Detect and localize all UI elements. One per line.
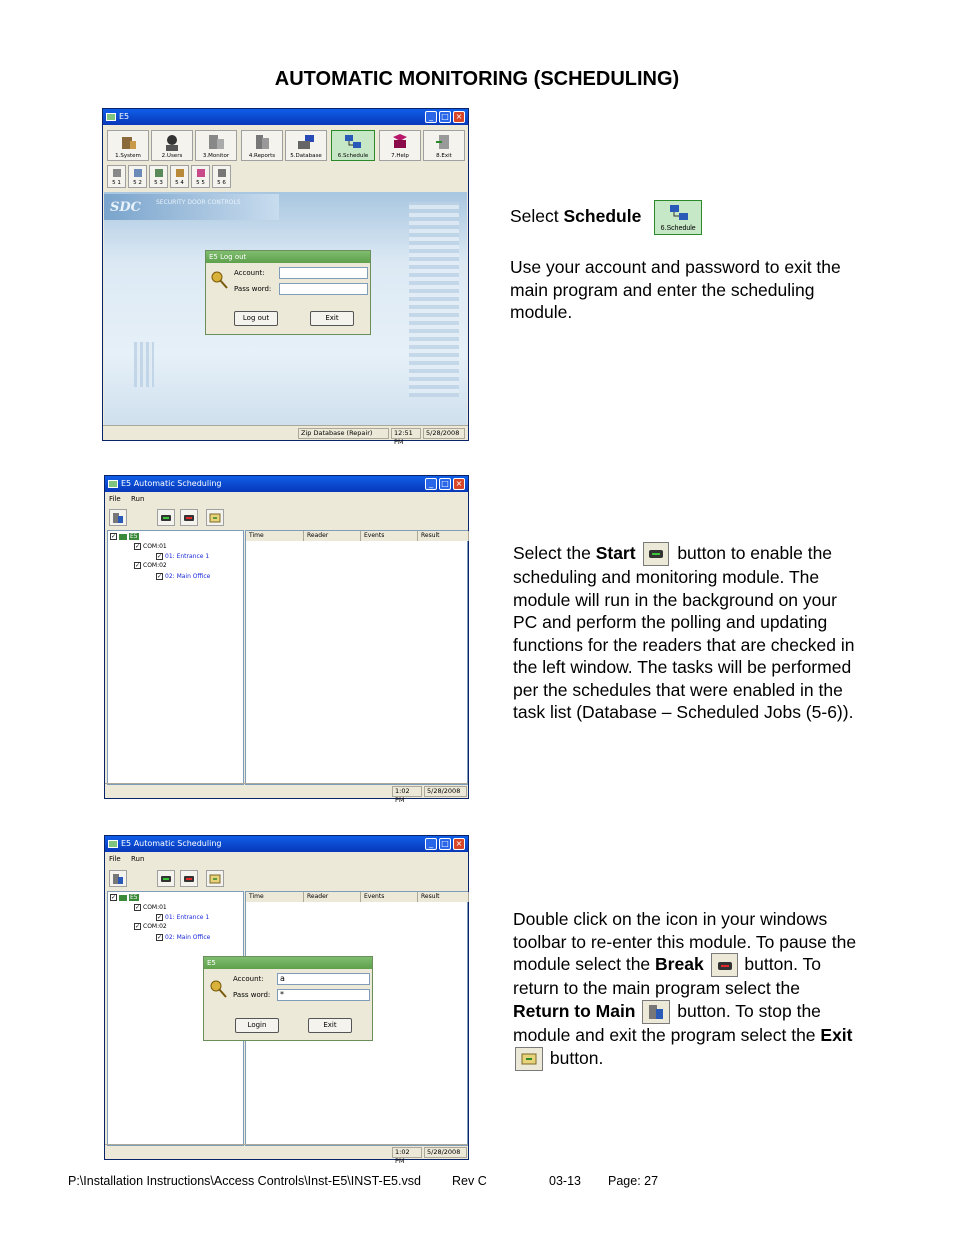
break-button[interactable] bbox=[180, 509, 198, 526]
password-input[interactable] bbox=[279, 283, 368, 295]
banner-logo: SDC bbox=[110, 200, 142, 215]
subtoolbar-53-button[interactable]: 5 3 bbox=[149, 165, 168, 188]
return-to-main-word: Return to Main bbox=[513, 1000, 636, 1021]
menu-run[interactable]: Run bbox=[130, 495, 145, 503]
window-title: E5 Automatic Scheduling bbox=[121, 479, 222, 488]
start-button[interactable] bbox=[157, 509, 175, 526]
footer-rev: Rev C bbox=[452, 1174, 487, 1188]
close-button[interactable]: × bbox=[453, 838, 465, 850]
return-to-main-icon bbox=[112, 512, 124, 524]
schedule-inline-icon bbox=[654, 200, 702, 235]
menu-file[interactable]: File bbox=[109, 855, 121, 863]
close-button[interactable]: × bbox=[453, 111, 465, 123]
col-events: Events bbox=[361, 892, 418, 902]
toolbar-exit-button[interactable]: 8.Exit bbox=[423, 130, 465, 161]
dialog-exit-button[interactable]: Exit bbox=[308, 1018, 352, 1033]
col-reader: Reader bbox=[304, 892, 361, 902]
scheduling-window-screenshot bbox=[104, 475, 469, 804]
sub-51-icon bbox=[112, 168, 122, 178]
login-dialog bbox=[203, 956, 373, 1041]
building-graphic bbox=[409, 202, 459, 397]
account-label: Account: bbox=[234, 269, 265, 277]
sub-53-icon bbox=[154, 168, 164, 178]
schedule-icon bbox=[668, 204, 690, 222]
start-button[interactable] bbox=[157, 870, 175, 887]
break-icon bbox=[183, 873, 195, 885]
section3-body: Double click on the icon in your windows toolbar to re-enter this module. To pause the module select the Break button. To return to the main program select the Return to Main button. To stop the module and exit the program select the Exit button. bbox=[513, 908, 861, 1071]
tree-root[interactable]: ✓ E5 bbox=[111, 894, 138, 901]
e5-main-window-screenshot bbox=[102, 108, 469, 446]
account-input[interactable]: a bbox=[277, 973, 370, 985]
tree-com2[interactable]: ✓ COM:02 bbox=[135, 562, 167, 569]
tree-com1[interactable]: ✓ COM:01 bbox=[135, 904, 167, 911]
break-icon bbox=[717, 960, 733, 972]
reports-icon bbox=[252, 133, 272, 151]
sub-56-icon bbox=[217, 168, 227, 178]
break-icon bbox=[183, 512, 195, 524]
sub-55-icon bbox=[196, 168, 206, 178]
exit-inline-icon bbox=[515, 1047, 543, 1071]
minimize-button[interactable]: _ bbox=[425, 838, 437, 850]
subtoolbar-54-button[interactable]: 5 4 bbox=[170, 165, 189, 188]
password-label: Pass word: bbox=[233, 991, 271, 999]
return-to-main-icon bbox=[648, 1004, 664, 1020]
close-button[interactable]: × bbox=[453, 478, 465, 490]
event-list-pane bbox=[245, 530, 468, 785]
status-time: 1:02 PM bbox=[392, 1147, 422, 1158]
sub-52-icon bbox=[133, 168, 143, 178]
monitor-icon bbox=[206, 133, 226, 151]
sub-54-icon bbox=[175, 168, 185, 178]
col-result: Result bbox=[418, 531, 469, 541]
toolbar-users-button[interactable]: 2.Users bbox=[151, 130, 193, 161]
users-icon bbox=[162, 133, 182, 151]
start-icon bbox=[160, 512, 172, 524]
section1-select-line: Select Schedule 6.Schedule bbox=[510, 200, 702, 235]
return-to-main-icon bbox=[112, 873, 124, 885]
window-titlebar bbox=[105, 476, 468, 492]
toolbar-system-button[interactable]: 1.System bbox=[107, 130, 149, 161]
footer-date: 03-13 bbox=[549, 1174, 581, 1188]
subtoolbar-51-button[interactable]: 5 1 bbox=[107, 165, 126, 188]
toolbar-schedule-button[interactable]: 6.Schedule bbox=[331, 130, 375, 161]
status-date: 5/28/2008 bbox=[424, 1147, 467, 1158]
subtoolbar-52-button[interactable]: 5 2 bbox=[128, 165, 147, 188]
window-titlebar bbox=[105, 836, 468, 852]
login-dialog-title: E5 bbox=[204, 957, 372, 969]
exit-icon bbox=[521, 1052, 537, 1066]
exit-button[interactable] bbox=[206, 509, 224, 526]
password-input[interactable]: * bbox=[277, 989, 370, 1001]
keys-icon bbox=[209, 979, 229, 1001]
status-date: 5/28/2008 bbox=[424, 786, 467, 797]
login-button[interactable]: Login bbox=[235, 1018, 279, 1033]
keys-icon bbox=[210, 270, 230, 292]
return-to-main-inline-icon bbox=[642, 1000, 670, 1024]
account-label: Account: bbox=[233, 975, 264, 983]
exit-icon bbox=[209, 873, 221, 885]
tree-reader-entrance[interactable]: ✓ 01: Entrance 1 bbox=[157, 553, 210, 560]
exit-word: Exit bbox=[820, 1025, 853, 1046]
schedule-icon bbox=[343, 133, 363, 151]
toolbar-database-button[interactable]: 5.Database bbox=[285, 130, 327, 161]
schedule-inline-label: 6.Schedule bbox=[660, 225, 696, 232]
exit-icon bbox=[209, 512, 221, 524]
help-icon bbox=[390, 133, 410, 151]
dialog-exit-button[interactable]: Exit bbox=[310, 311, 354, 326]
maximize-button[interactable]: □ bbox=[439, 838, 451, 850]
break-button[interactable] bbox=[180, 870, 198, 887]
return-to-main-button[interactable] bbox=[109, 870, 127, 887]
app-icon bbox=[108, 480, 118, 488]
app-icon bbox=[106, 113, 116, 121]
exit-icon bbox=[434, 133, 454, 151]
start-icon bbox=[160, 873, 172, 885]
building-graphic-left bbox=[134, 342, 154, 387]
system-icon bbox=[118, 133, 138, 151]
status-database: Zip Database (Repair) bbox=[298, 428, 389, 439]
subtoolbar-55-button[interactable]: 5 5 bbox=[191, 165, 210, 188]
logout-button[interactable]: Log out bbox=[234, 311, 278, 326]
minimize-button[interactable]: _ bbox=[425, 478, 437, 490]
menu-bar bbox=[105, 493, 468, 505]
section2-body: Select the Start button to enable the scheduling and monitoring module. The module will run in the background on your PC and perform the polling and updating functions for the readers that are checked in the left window. The tasks will be performed per the schedules that were enabled in the task list (Database – Scheduled Jobs (5-6)). bbox=[513, 543, 855, 723]
section1-body: Use your account and password to exit the main program and enter the scheduling module. bbox=[510, 257, 841, 322]
status-bar bbox=[103, 425, 468, 446]
menu-file[interactable]: File bbox=[109, 495, 121, 503]
start-icon bbox=[648, 548, 664, 560]
status-bar bbox=[105, 1144, 468, 1165]
break-word: Break bbox=[655, 954, 704, 974]
return-to-main-button[interactable] bbox=[109, 509, 127, 526]
toolbar-monitor-button[interactable]: 3.Monitor bbox=[195, 130, 237, 161]
tree-reader-main-office[interactable]: ✓ 02: Main Office bbox=[157, 573, 211, 580]
subtoolbar-56-button[interactable]: 5 6 bbox=[212, 165, 231, 188]
database-icon bbox=[296, 133, 316, 151]
maximize-button[interactable]: □ bbox=[439, 478, 451, 490]
account-input[interactable] bbox=[279, 267, 368, 279]
col-time: Time bbox=[246, 892, 304, 902]
window-titlebar bbox=[103, 109, 468, 125]
reader-tree-pane bbox=[107, 530, 244, 785]
col-reader: Reader bbox=[304, 531, 361, 541]
col-events: Events bbox=[361, 531, 418, 541]
footer-path: P:\Installation Instructions\Access Controls\Inst-E5\INST-E5.vsd bbox=[68, 1174, 421, 1188]
col-time: Time bbox=[246, 531, 304, 541]
window-title: E5 Automatic Scheduling bbox=[121, 839, 222, 848]
toolbar-reports-button[interactable]: 4.Reports bbox=[241, 130, 283, 161]
status-time: 12:51 PM bbox=[391, 428, 421, 439]
menu-bar bbox=[105, 853, 468, 865]
schedule-word: Schedule bbox=[563, 206, 642, 227]
start-inline-icon bbox=[643, 542, 669, 566]
minimize-button[interactable]: _ bbox=[425, 111, 437, 123]
tree-reader-main-office[interactable]: ✓ 02: Main Office bbox=[157, 934, 211, 941]
exit-button[interactable] bbox=[206, 870, 224, 887]
toolbar-help-button[interactable]: 7.Help bbox=[379, 130, 421, 161]
col-result: Result bbox=[418, 892, 469, 902]
tree-root[interactable]: ✓ E5 bbox=[111, 533, 138, 540]
status-bar bbox=[105, 783, 468, 804]
start-word: Start bbox=[595, 543, 636, 563]
tree-com1[interactable]: ✓ COM:01 bbox=[135, 543, 167, 550]
page-title: AUTOMATIC MONITORING (SCHEDULING) bbox=[274, 68, 680, 90]
status-time: 1:02 PM bbox=[392, 786, 422, 797]
tree-com2[interactable]: ✓ COM:02 bbox=[135, 923, 167, 930]
footer-page: Page: 27 bbox=[608, 1174, 659, 1188]
tree-reader-entrance[interactable]: ✓ 01: Entrance 1 bbox=[157, 914, 210, 921]
scheduling-login-window-screenshot bbox=[104, 835, 469, 1165]
status-date: 5/28/2008 bbox=[423, 428, 465, 439]
window-title: E5 bbox=[119, 112, 130, 121]
app-icon bbox=[108, 840, 118, 848]
menu-run[interactable]: Run bbox=[130, 855, 145, 863]
password-label: Pass word: bbox=[234, 285, 272, 293]
break-inline-icon bbox=[711, 953, 738, 977]
banner-text: SECURITY DOOR CONTROLS bbox=[156, 199, 241, 206]
maximize-button[interactable]: □ bbox=[439, 111, 451, 123]
logout-dialog-title: E5 Log out bbox=[206, 251, 370, 263]
logout-dialog bbox=[205, 250, 371, 335]
